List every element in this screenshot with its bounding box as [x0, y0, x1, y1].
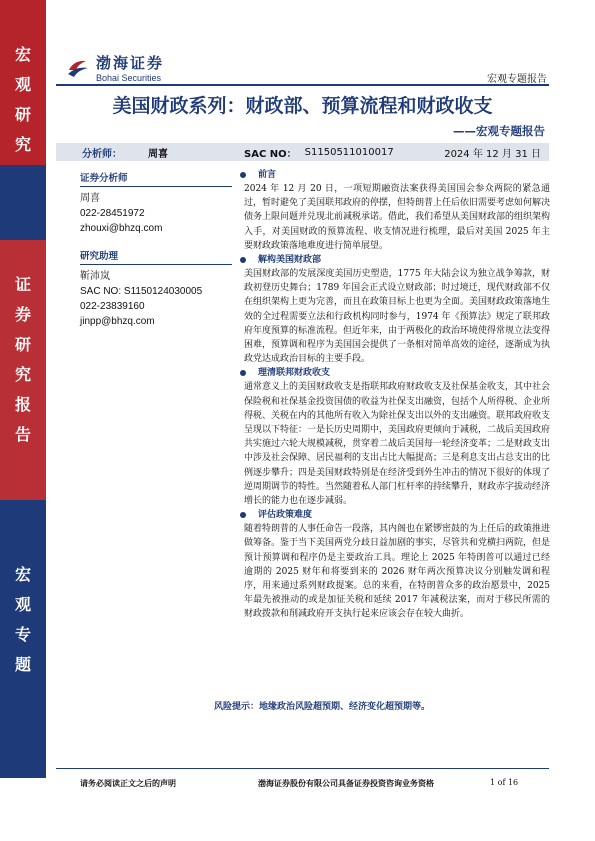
section-title: 评估政策难度: [258, 510, 313, 521]
sidebar-spacer-1: [0, 165, 46, 240]
section-heading: [258, 508, 550, 522]
assistant-sac: SAC NO: S1150124030005: [80, 286, 203, 297]
summary-column: [244, 168, 551, 622]
section-body: 美国财政部的发展深度美国历史塑造，1775 年大陆会议为独立战争筹款，财政初登历史舞台；1789 年国会正式设立财政部；时过境迁，现代财政部不仅在组织架构上更为完善，而且在政策目标上也更为全面。美国财政政策落地生效的全过程需要立法和行政机构同时参与，1974 年《预算法》规定了联邦政府年度预算的标准流程。但近年来，由于两极化的政治环境使得常规立法变得困难，预算调和程序为美国国会提供了一条相对简单高效的途径，逐渐成为执政党达成政治目标的主要手段。: [244, 269, 551, 365]
sidebar-char: 宏: [14, 45, 31, 64]
sidebar-char: 究: [14, 365, 31, 384]
bohai-logo-icon: [66, 56, 90, 80]
risk-warning: 风险提示：地缘政治风险超预期、经济变化超预期等。: [214, 702, 431, 712]
footer-disclaimer: 请务必阅读正文之后的声明: [80, 779, 176, 788]
sac-label: SAC NO：: [244, 148, 297, 160]
sidebar-char: 报: [14, 395, 31, 414]
page-number: 1 of 16: [490, 778, 519, 787]
section-body: 2024 年 12 月 20 日，一项短期融资法案获得美国国会参众两院的紧急通过，暂时避免了美国联邦政府的停摆，但特朗普上任后依旧需要考虑如何解决债务上限问题并兑现北前减税承诺。借此，我们希望从美国财政部的组织架构入手，对美国财政的预算流程、收支情况进行梳理，最后对美国 2025 年主要财政政策落地难度进行简单展望。: [244, 184, 551, 251]
sidebar-char: 研: [14, 105, 31, 124]
bullet-icon: [240, 512, 246, 518]
sidebar: [0, 0, 46, 778]
sidebar-char: 观: [14, 75, 31, 94]
sidebar-char: 券: [14, 305, 31, 324]
footer-qualification: 渤海证券股份有限公司具备证券投资咨询业务资格: [258, 779, 434, 788]
analyst-name: 周喜: [148, 148, 168, 160]
section-body: 随着特朗普的人事任命告一段落，其内阁也在紧锣密鼓的为上任后的政策推进做筹备。鉴于当下美国两党分歧日益加剧的事实，尽管共和党横扫两院，但是预计预算调和程序仍是主要政治工具。理论上 2025 年特朗普可以通过已经逾期的 2025 财年和将要到来的 2026 财年两次预算决议分别触发调和程序，用来通过系列财政提案。总的来看，在特朗普众多的政治愿景中，2025 年最先被推动的或是加征关税和延续 2017 年减税法案，而对于移民所需的财政拨款和削减政府开支执行起来应该会存在较大曲折。: [244, 524, 551, 620]
footer-divider: [56, 768, 549, 769]
sidebar-char: 题: [14, 655, 31, 674]
bullet-icon: [240, 257, 246, 263]
logo-text-cn: 渤海证券: [96, 54, 165, 72]
analyst-email[interactable]: zhouxi@bhzq.com: [80, 223, 163, 234]
sidebar-char: 宏: [14, 565, 31, 584]
report-type-label: 宏观专题报告: [487, 74, 547, 85]
sidebar-char: 告: [14, 425, 31, 444]
bullet-icon: [240, 172, 246, 178]
report-date: 2024 年 12 月 31 日: [444, 148, 541, 160]
sidebar-char: 专: [14, 625, 31, 644]
analyst-info-bar: [56, 143, 549, 161]
logo-text-en: Bohai Securities: [96, 73, 162, 83]
sidebar-char: 研: [14, 335, 31, 354]
section-title: 理清联邦财政收支: [258, 368, 331, 379]
sidebar-char: 究: [14, 135, 31, 154]
bullet-icon: [240, 370, 246, 376]
section-title: 前言: [258, 170, 277, 180]
sidebar-block-research-report: [0, 240, 46, 500]
analyst-phone: 022-28451972: [80, 208, 145, 219]
section-title: 解构美国财政部: [258, 255, 322, 266]
section-body: 通常意义上的美国财政收支是指联邦政府财政收支及社保基金收支，其中社会保险税和社保基金投资国债的收益为社保支出融资，包括个人所得税、企业所得税、关税在内的其他所有收入为除社保支出以外的支出融资。联邦政府收支呈现以下特征：一是长历史周期中，美国政府更倾向于减税，二战后美国政府共实施过六轮大规模减税，贯穿着二战后美国每一轮经济变革；二是财政支出中涉及社会保障、居民福利的支出占比大幅提高；三是利息支出占总支出的比例逐步攀升；四是美国财政特别是在经济受到外生冲击的情况下很好的体现了逆周期调节的特性。当然随着私人部门杠杆率的持续攀升，财政赤字拔动经济增长的能力也在逐步减弱。: [244, 382, 551, 507]
assistant-email[interactable]: jinpp@bhzq.com: [80, 316, 155, 327]
sidebar-block-macro-topic: [0, 500, 46, 778]
page-title: 美国财政系列：财政部、预算流程和财政收支: [112, 95, 493, 117]
header-divider: [56, 84, 549, 86]
assistant-phone: 022-23839160: [80, 301, 145, 312]
analyst-label: 分析师：: [82, 148, 122, 160]
sidebar-char: 证: [14, 275, 31, 294]
contact-column: [80, 170, 232, 329]
assistant-heading: 研究助理: [80, 248, 232, 265]
analyst-contact-name: 周喜: [80, 193, 100, 204]
section-heading: [258, 253, 550, 267]
company-logo: [66, 52, 164, 83]
sidebar-block-macro-research: [0, 0, 46, 165]
assistant-name: 靳沛岚: [80, 271, 110, 282]
sidebar-char: 观: [14, 595, 31, 614]
page-subtitle: ——宏观专题报告: [453, 124, 545, 138]
analyst-heading: 证券分析师: [80, 170, 232, 187]
section-heading: [258, 168, 550, 182]
section-heading: [258, 366, 550, 380]
sac-number: S1150511010017: [304, 146, 394, 158]
